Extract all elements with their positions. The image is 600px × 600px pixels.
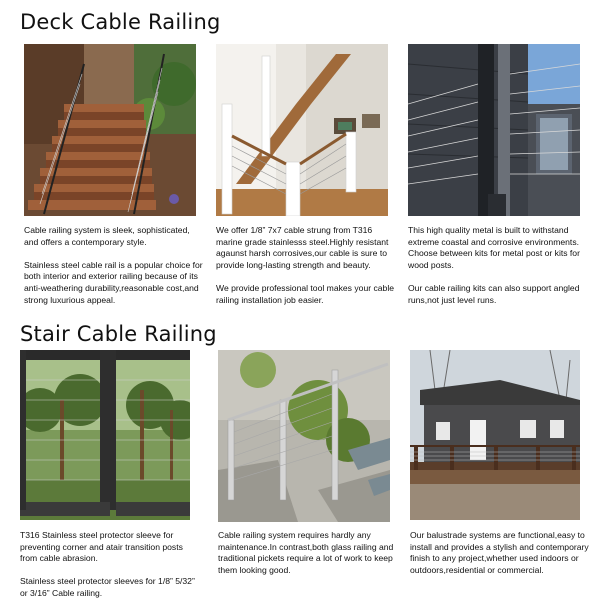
- stair-caption-2-para-1: Cable railing system requires hardly any maintenance.In contrast,both glass railing and traditional pickets require a lot of work to keep them looking good.: [218, 530, 394, 575]
- stair-caption-1-para-2: Stainless steel protector sleeves for 1/8” 5/32” or 3/16” Cable railing.: [20, 576, 195, 598]
- stair-caption-3: [410, 530, 592, 576]
- deck-caption-3-para-1: This high quality metal is built to withstand extreme coastal and corrosive environments. Choose between kits for metal post or kits for wood posts.: [408, 225, 580, 270]
- deck-stairs-photo: [24, 44, 196, 216]
- deck-caption-2-para-1: We offer 1/8” 7x7 cable strung from T316 marine grade stainlesss steel.Highly resistant agaunst harsh corrosives,our cable is sure to provide long-lasting strength and beauty.: [216, 225, 389, 270]
- stair-caption-2: [218, 530, 398, 576]
- corner-post-forest-photo: [20, 350, 190, 520]
- deck-caption-1-para-2: Stainless steel cable rail is a popular choice for both interior and exterior railing because of its anti-weathering durability,reasonable cost,and strong luxurious appeal.: [24, 259, 203, 305]
- indoor-stairs-photo: [216, 44, 388, 216]
- deck-caption-1-para-1: Cable railing system is sleek, sophisticated, and offers a contemporary style.: [24, 225, 190, 247]
- deck-caption-2: [216, 225, 396, 306]
- stair-caption-1: [20, 530, 202, 600]
- deck-caption-3: [408, 225, 590, 306]
- deck-caption-3-para-2: Our cable railing kits can also support angled runs,not just level runs.: [408, 282, 580, 305]
- deck-caption-1: [24, 225, 204, 306]
- cabin-deck-photo: [410, 350, 580, 520]
- stair-caption-1-para-1: T316 Stainless steel protector sleeve for preventing corner and atair transition posts from cable abrasion.: [20, 530, 183, 564]
- deck-section-title: Deck Cable Railing: [20, 10, 221, 34]
- outdoor-stair-railing-photo: [218, 350, 390, 522]
- metal-post-railing-photo: [408, 44, 580, 216]
- deck-caption-2-para-2: We provide professional tool makes your cable railing installation job easier.: [216, 282, 395, 305]
- stair-section-title: Stair Cable Railing: [20, 322, 217, 346]
- stair-caption-3-para-1: Our balustrade systems are functional,easy to install and provides a stylish and contemporary finish to any project,whether used indoors or outdoors,residential or commercial.: [410, 530, 589, 575]
